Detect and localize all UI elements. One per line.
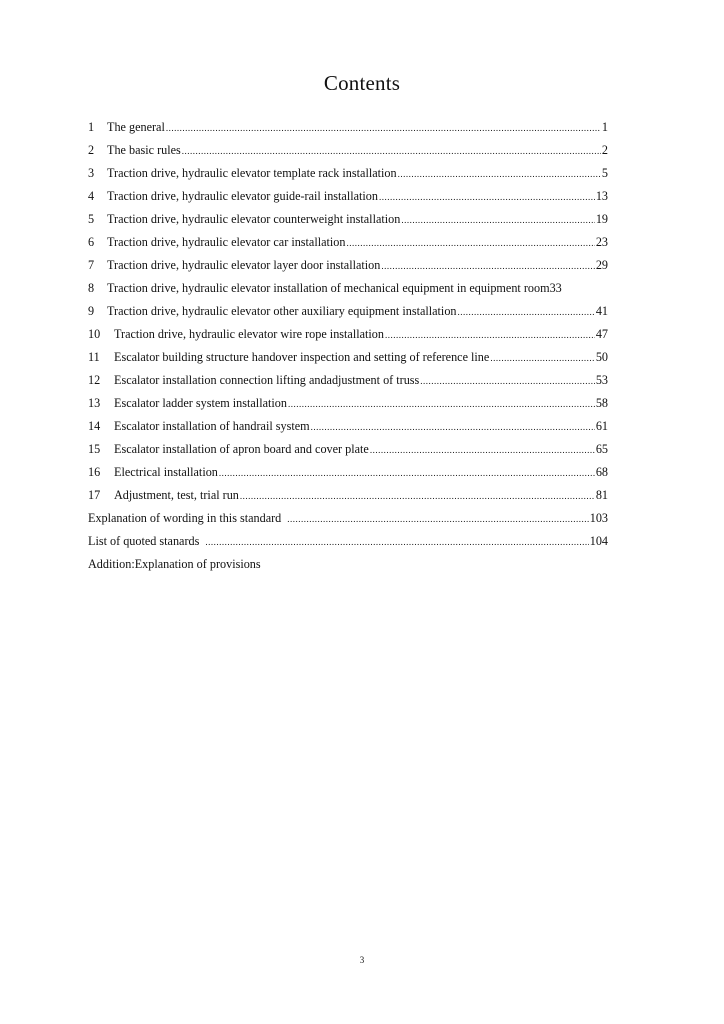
dot-leader [166,121,601,136]
toc-entry-13 [88,396,608,419]
toc-entry-addition [88,557,608,580]
toc-entry-number: 6 [88,235,95,249]
dot-leader [287,512,588,527]
toc-entry-explanation-of-wording [88,511,608,534]
toc-entry-page: 104 [589,534,608,548]
toc-entry-page: 41 [595,304,608,318]
toc-entry-page: 23 [595,235,608,249]
toc-entry-list-of-quoted-standards [88,534,608,557]
toc-entry-6 [88,235,608,258]
toc-entry-page: 1 [601,120,608,134]
toc-entry-number: 7 [88,258,95,272]
toc-entry-title: The general [107,120,165,134]
toc-entry-number: 13 [88,396,101,410]
toc-entry-8 [88,281,608,304]
toc-entry-page: 65 [595,442,608,456]
toc-entry-15 [88,442,608,465]
toc-entry-number: 17 [88,488,101,502]
toc-entry-number: 14 [88,419,101,433]
toc-entry-number: 8 [88,281,95,295]
dot-leader [420,374,595,389]
toc-entry-page: 29 [595,258,608,272]
toc-entry-page: 33 [549,281,562,295]
toc-entry-title: Escalator installation of handrail system [114,419,310,433]
toc-entry-title: Traction drive, hydraulic elevator installation of mechanical equipment in equipment room [107,281,550,295]
dot-leader [240,489,595,504]
toc-entry-page: 68 [595,465,608,479]
toc-entry-number: 10 [88,327,101,341]
toc-entry-2 [88,143,608,166]
toc-entry-title: Traction drive, hydraulic elevator wire rope installation [114,327,384,341]
toc-entry-number: 2 [88,143,95,157]
page-number: 3 [359,955,365,965]
dot-leader [288,397,595,412]
toc-entry-11 [88,350,608,373]
toc-entry-page: 5 [601,166,608,180]
toc-entry-page: 81 [595,488,608,502]
dot-leader [490,351,595,366]
toc-entry-10 [88,327,608,350]
toc-entry-number: 5 [88,212,95,226]
toc-entry-title: Addition:Explanation of provisions [88,557,261,571]
dot-leader [458,305,595,320]
dot-leader [381,259,594,274]
dot-leader [398,167,601,182]
toc-entry-9 [88,304,608,327]
toc-entry-5 [88,212,608,235]
dot-leader [205,535,588,550]
dot-leader [401,213,594,228]
toc-entry-title: Adjustment, test, trial run [114,488,239,502]
toc-entry-14 [88,419,608,442]
toc-entry-3 [88,166,608,189]
toc-entry-page: 47 [595,327,608,341]
toc-entry-number: 11 [88,350,100,364]
toc-entry-title: Electrical installation [114,465,218,479]
toc-entry-title: Escalator installation of apron board and cover plate [114,442,369,456]
toc-entry-page: 53 [595,373,608,387]
toc-entry-page: 58 [595,396,608,410]
toc-entry-page: 50 [595,350,608,364]
dot-leader [346,236,594,251]
toc-entry-page: 19 [595,212,608,226]
toc-entry-number: 15 [88,442,101,456]
toc-entry-title: Traction drive, hydraulic elevator template rack installation [107,166,397,180]
page-title: Contents [323,71,401,95]
toc-entry-page: 2 [601,143,608,157]
toc-entry-number: 1 [88,120,95,134]
toc-entry-page: 61 [595,419,608,433]
toc-entry-16 [88,465,608,488]
toc-entry-title: The basic rules [107,143,181,157]
dot-leader [219,466,595,481]
toc-entry-title: Escalator ladder system installation [114,396,287,410]
toc-entry-number: 12 [88,373,101,387]
toc-entry-number: 9 [88,304,95,318]
dot-leader [182,144,601,159]
toc-entry-page: 103 [589,511,608,525]
toc-entry-12 [88,373,608,396]
toc-entry-1 [88,120,608,143]
toc-entry-title: List of quoted stanards [88,534,200,548]
dot-leader [379,190,595,205]
toc-entry-number: 4 [88,189,95,203]
dot-leader [385,328,595,343]
toc-entry-17 [88,488,608,511]
toc-entry-title: Escalator installation connection lifting andadjustment of truss [114,373,420,387]
toc-entry-7 [88,258,608,281]
toc-entry-title: Traction drive, hydraulic elevator car installation [107,235,346,249]
toc-entry-4 [88,189,608,212]
toc-entry-title: Explanation of wording in this standard [88,511,282,525]
dot-leader [370,443,595,458]
toc-entry-title: Traction drive, hydraulic elevator other auxiliary equipment installation [107,304,457,318]
toc-entry-number: 3 [88,166,95,180]
toc-entry-page: 13 [595,189,608,203]
toc-entry-title: Traction drive, hydraulic elevator guide-rail installation [107,189,378,203]
dot-leader [311,420,595,435]
toc-entry-number: 16 [88,465,101,479]
table-of-contents [88,120,608,580]
toc-entry-title: Traction drive, hydraulic elevator layer door installation [107,258,381,272]
toc-entry-title: Escalator building structure handover inspection and setting of reference line [114,350,490,364]
toc-entry-title: Traction drive, hydraulic elevator counterweight installation [107,212,401,226]
